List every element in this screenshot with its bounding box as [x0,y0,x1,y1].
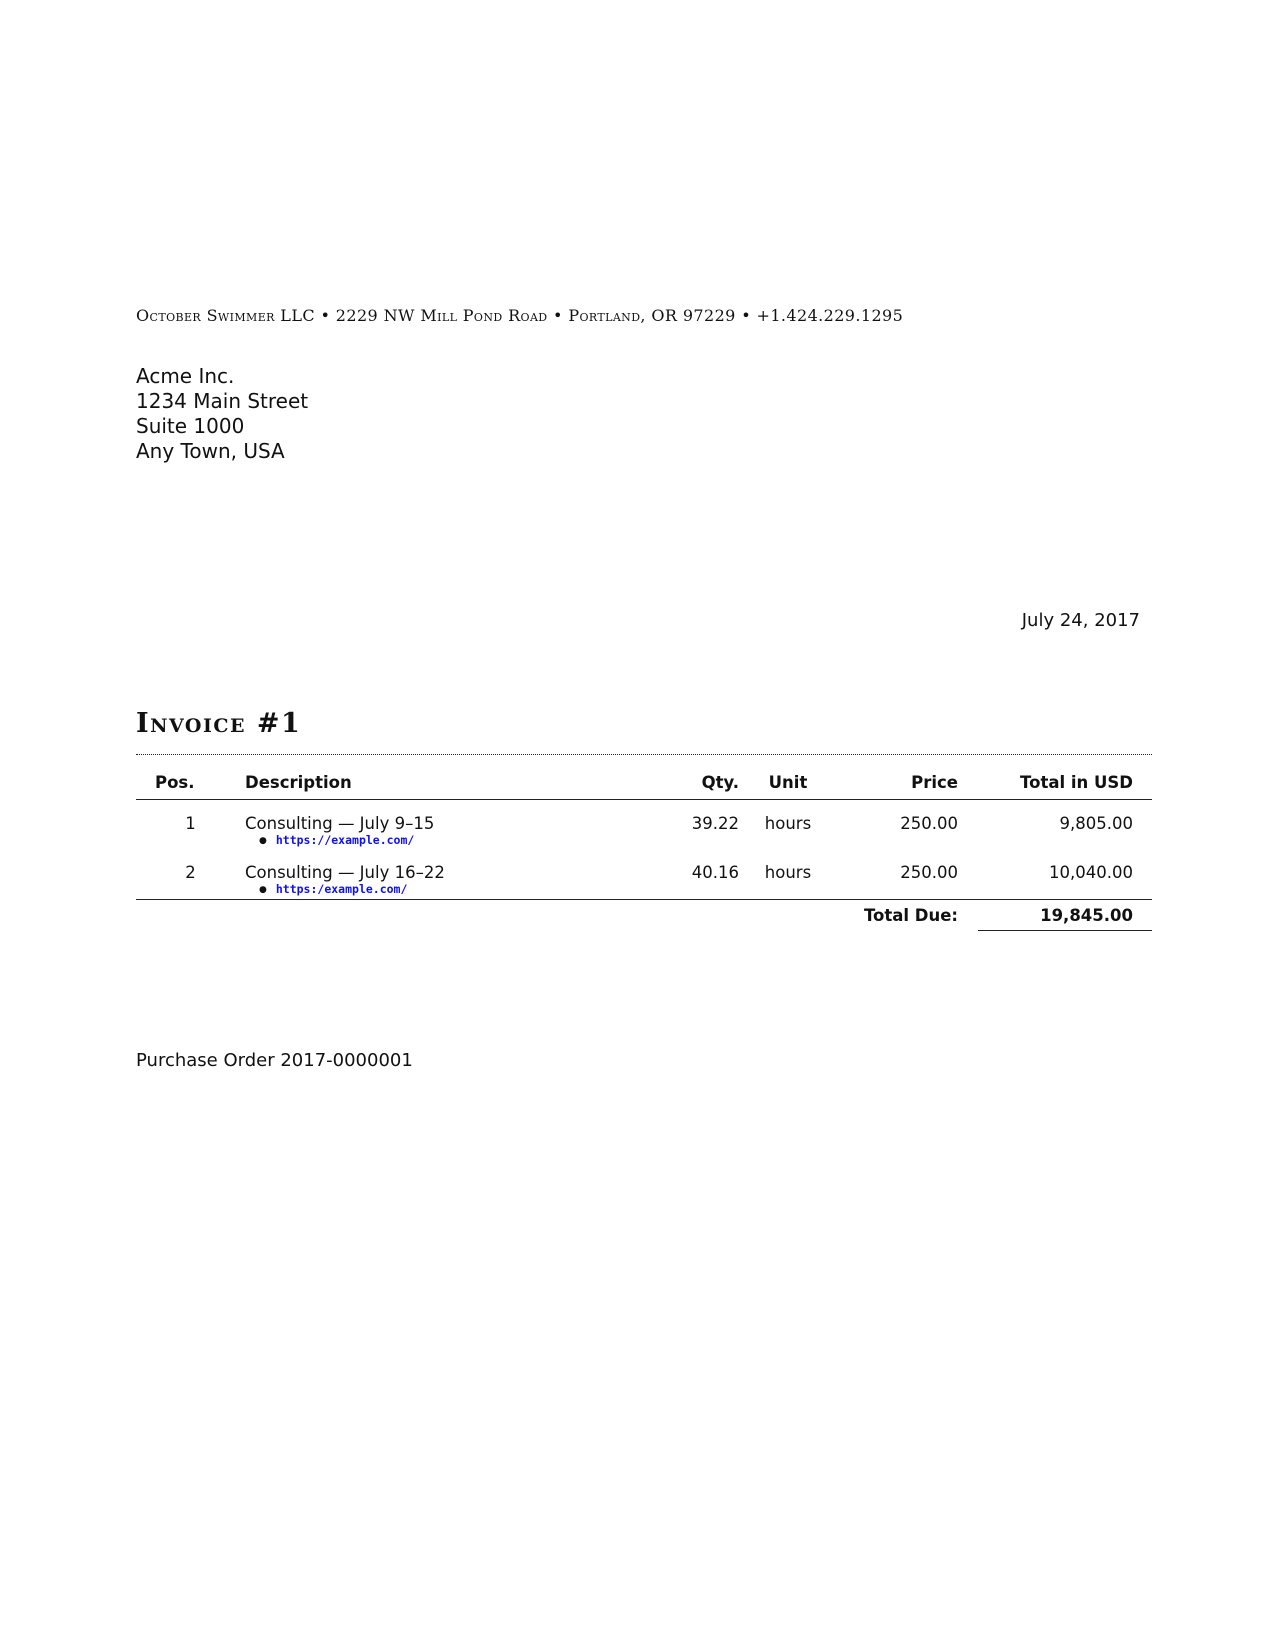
bullet-icon: ● [259,885,267,895]
invoice-title: Invoice #1 [136,708,302,739]
bullet-icon: ● [259,836,267,846]
line-items-table [136,765,1152,931]
purchase-order: Purchase Order 2017-0000001 [136,1050,413,1071]
header-description: Description [245,765,654,800]
recipient-name: Acme Inc. [136,364,235,388]
header-total: Total in USD [978,765,1152,800]
row-description-cell [245,849,654,900]
row-description-cell [245,800,654,850]
row-link[interactable]: https://example.com/ [275,833,415,847]
header-qty: Qty. [654,765,743,800]
recipient-suite: Suite 1000 [136,414,245,438]
row-price: 250.00 [900,814,958,833]
row-price: 250.00 [833,849,958,900]
header-pos: Pos. [136,765,245,800]
total-due-value: 19,845.00 [978,900,1152,931]
recipient-address [136,364,308,464]
row-link-item [245,834,654,848]
row-link-item [245,883,654,897]
row-pos: 1 [185,814,196,833]
header-price: Price [833,765,958,800]
total-due-row [136,900,1152,931]
row-pos: 2 [136,849,245,900]
header-unit: Unit [743,765,833,800]
row-total: 10,040.00 [978,849,1152,900]
row-total: 9,805.00 [1059,814,1133,833]
title-divider [136,754,1152,755]
row-qty: 40.16 [654,849,743,900]
row-unit: hours [764,814,812,833]
table-row [136,800,1152,850]
table-row [136,849,1152,900]
row-description: Consulting — July 9–15 [245,814,435,833]
row-qty: 39.22 [691,814,739,833]
recipient-city: Any Town, USA [136,439,285,463]
invoice-date: July 24, 2017 [1021,610,1140,631]
total-due-label: Total Due: [863,905,958,925]
recipient-street: 1234 Main Street [136,389,309,413]
sender-address-line: October Swimmer LLC • 2229 NW Mill Pond Road • Portland, OR 97229 • +1.424.229.1295 [136,306,904,325]
row-description: Consulting — July 16–22 [245,863,445,882]
row-unit: hours [743,849,833,900]
table-header-row [136,765,1152,800]
row-link[interactable]: https:/example.com/ [275,882,408,896]
